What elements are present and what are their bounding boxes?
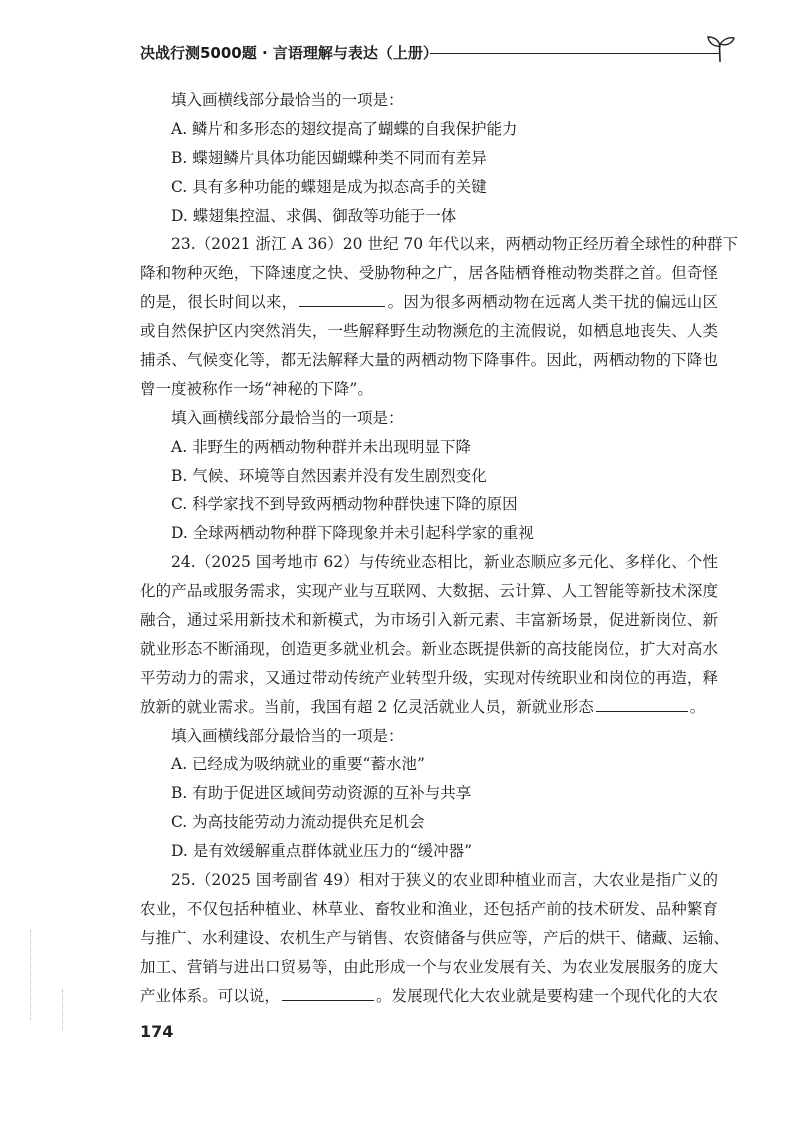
option-b: B. 有助于促进区域间劳动资源的互补与共享 [171, 784, 472, 803]
header-rule [430, 53, 720, 54]
option-a: A. 非野生的两栖动物种群并未出现明显下降 [171, 437, 472, 456]
text-fragment: 产业体系。可以说， [140, 986, 280, 1005]
option-c: C. 科学家找不到导致两栖动物种群快速下降的原因 [171, 495, 518, 514]
option-c: C. 为高技能劳动力流动提供充足机会 [171, 813, 425, 832]
answer-blank [282, 986, 374, 1001]
option-d: D. 蝶翅集控温、求偶、御敌等功能于一体 [171, 206, 457, 225]
margin-mark [30, 930, 31, 1020]
question-prompt: 填入画横线部分最恰当的一项是： [171, 91, 404, 109]
text-fragment: 放新的就业需求。当前，我国有超 2 亿灵活就业人员，新就业形态 [140, 697, 594, 716]
text-fragment: 。因为很多两栖动物在远离人类干扰的偏远山区 [387, 293, 718, 312]
text-fragment: 。 [689, 697, 706, 716]
question-prompt: 填入画横线部分最恰当的一项是： [171, 408, 404, 427]
margin-mark [62, 990, 63, 1030]
option-b: B. 气候、环境等自然因素并没有发生剧烈变化 [171, 466, 487, 485]
question-24-text: 就业形态不断涌现，创造更多就业机会。新业态既提供新的高技能岗位，扩大对高水 [140, 639, 718, 658]
question-24-text [140, 693, 718, 722]
answer-blank [299, 292, 385, 307]
question-23-text: 捕杀、气候变化等，都无法解释大量的两栖动物下降事件。因此，两栖动物的下降也 [140, 351, 718, 370]
question-23-text: 降和物种灭绝，下降速度之快、受胁物种之广，居各陆栖脊椎动物类群之首。但奇怪 [140, 264, 718, 283]
question-24-text: 融合，通过采用新技术和新模式，为市场引入新元素、丰富新场景，促进新岗位、新 [140, 611, 718, 630]
question-24-text: 化的产品或服务需求，实现产业与互联网、大数据、云计算、人工智能等新技术深度 [140, 582, 718, 601]
text-fragment: 的是，很长时间以来， [140, 293, 298, 312]
sprout-icon [704, 34, 736, 64]
question-23-text: 曾一度被称作一场“神秘的下降”。 [140, 379, 373, 398]
option-d: D. 是有效缓解重点群体就业压力的“缓冲器” [171, 842, 473, 861]
question-23-text: 23.（2021 浙江 A 36）20 世纪 70 年代以来，两栖动物正经历着全球性的种群下 [171, 235, 739, 254]
option-a: A. 鳞片和多形态的翅纹提高了蝴蝶的自我保护能力 [171, 119, 518, 138]
option-b: B. 蝶翅鳞片具体功能因蝴蝶种类不同而有差异 [171, 148, 487, 167]
question-23-text [140, 288, 718, 317]
question-25-text: 加工、营销与进出口贸易等，由此形成一个与农业发展有关、为农业发展服务的庞大 [140, 957, 718, 976]
question-25-text [140, 982, 718, 1011]
page-body [140, 86, 739, 1011]
running-header [140, 38, 740, 68]
text-fragment: 。发展现代化大农业就是要构建一个现代化的大农 [375, 986, 718, 1005]
question-prompt: 填入画横线部分最恰当的一项是： [171, 726, 404, 745]
option-d: D. 全球两栖动物种群下降现象并未引起科学家的重视 [171, 524, 534, 543]
option-c: C. 具有多种功能的蝶翅是成为拟态高手的关键 [171, 177, 487, 196]
question-24-text: 24.（2025 国考地市 62）与传统业态相比，新业态顺应多元化、多样化、个性 [171, 553, 718, 572]
question-24-text: 平劳动力的需求，又通过带动传统产业转型升级，实现对传统职业和岗位的再造，释 [140, 668, 718, 687]
answer-blank [596, 697, 688, 712]
question-25-text: 25.（2025 国考副省 49）相对于狭义的农业即种植业而言，大农业是指广义的 [171, 871, 718, 890]
page-number: 174 [140, 1022, 174, 1041]
question-23-text: 或自然保护区内突然消失，一些解释野生动物濒危的主流假说，如栖息地丧失、人类 [140, 322, 718, 341]
book-title: 决战行测5000题 · 言语理解与表达（上册） [140, 44, 438, 62]
option-a: A. 已经成为吸纳就业的重要“蓄水池” [171, 755, 425, 774]
question-25-text: 农业，不仅包括种植业、林草业、畜牧业和渔业，还包括产前的技术研发、品种繁育 [140, 899, 718, 918]
question-25-text: 与推广、水利建设、农机生产与销售、农资储备与供应等，产后的烘干、储藏、运输、 [140, 928, 730, 947]
